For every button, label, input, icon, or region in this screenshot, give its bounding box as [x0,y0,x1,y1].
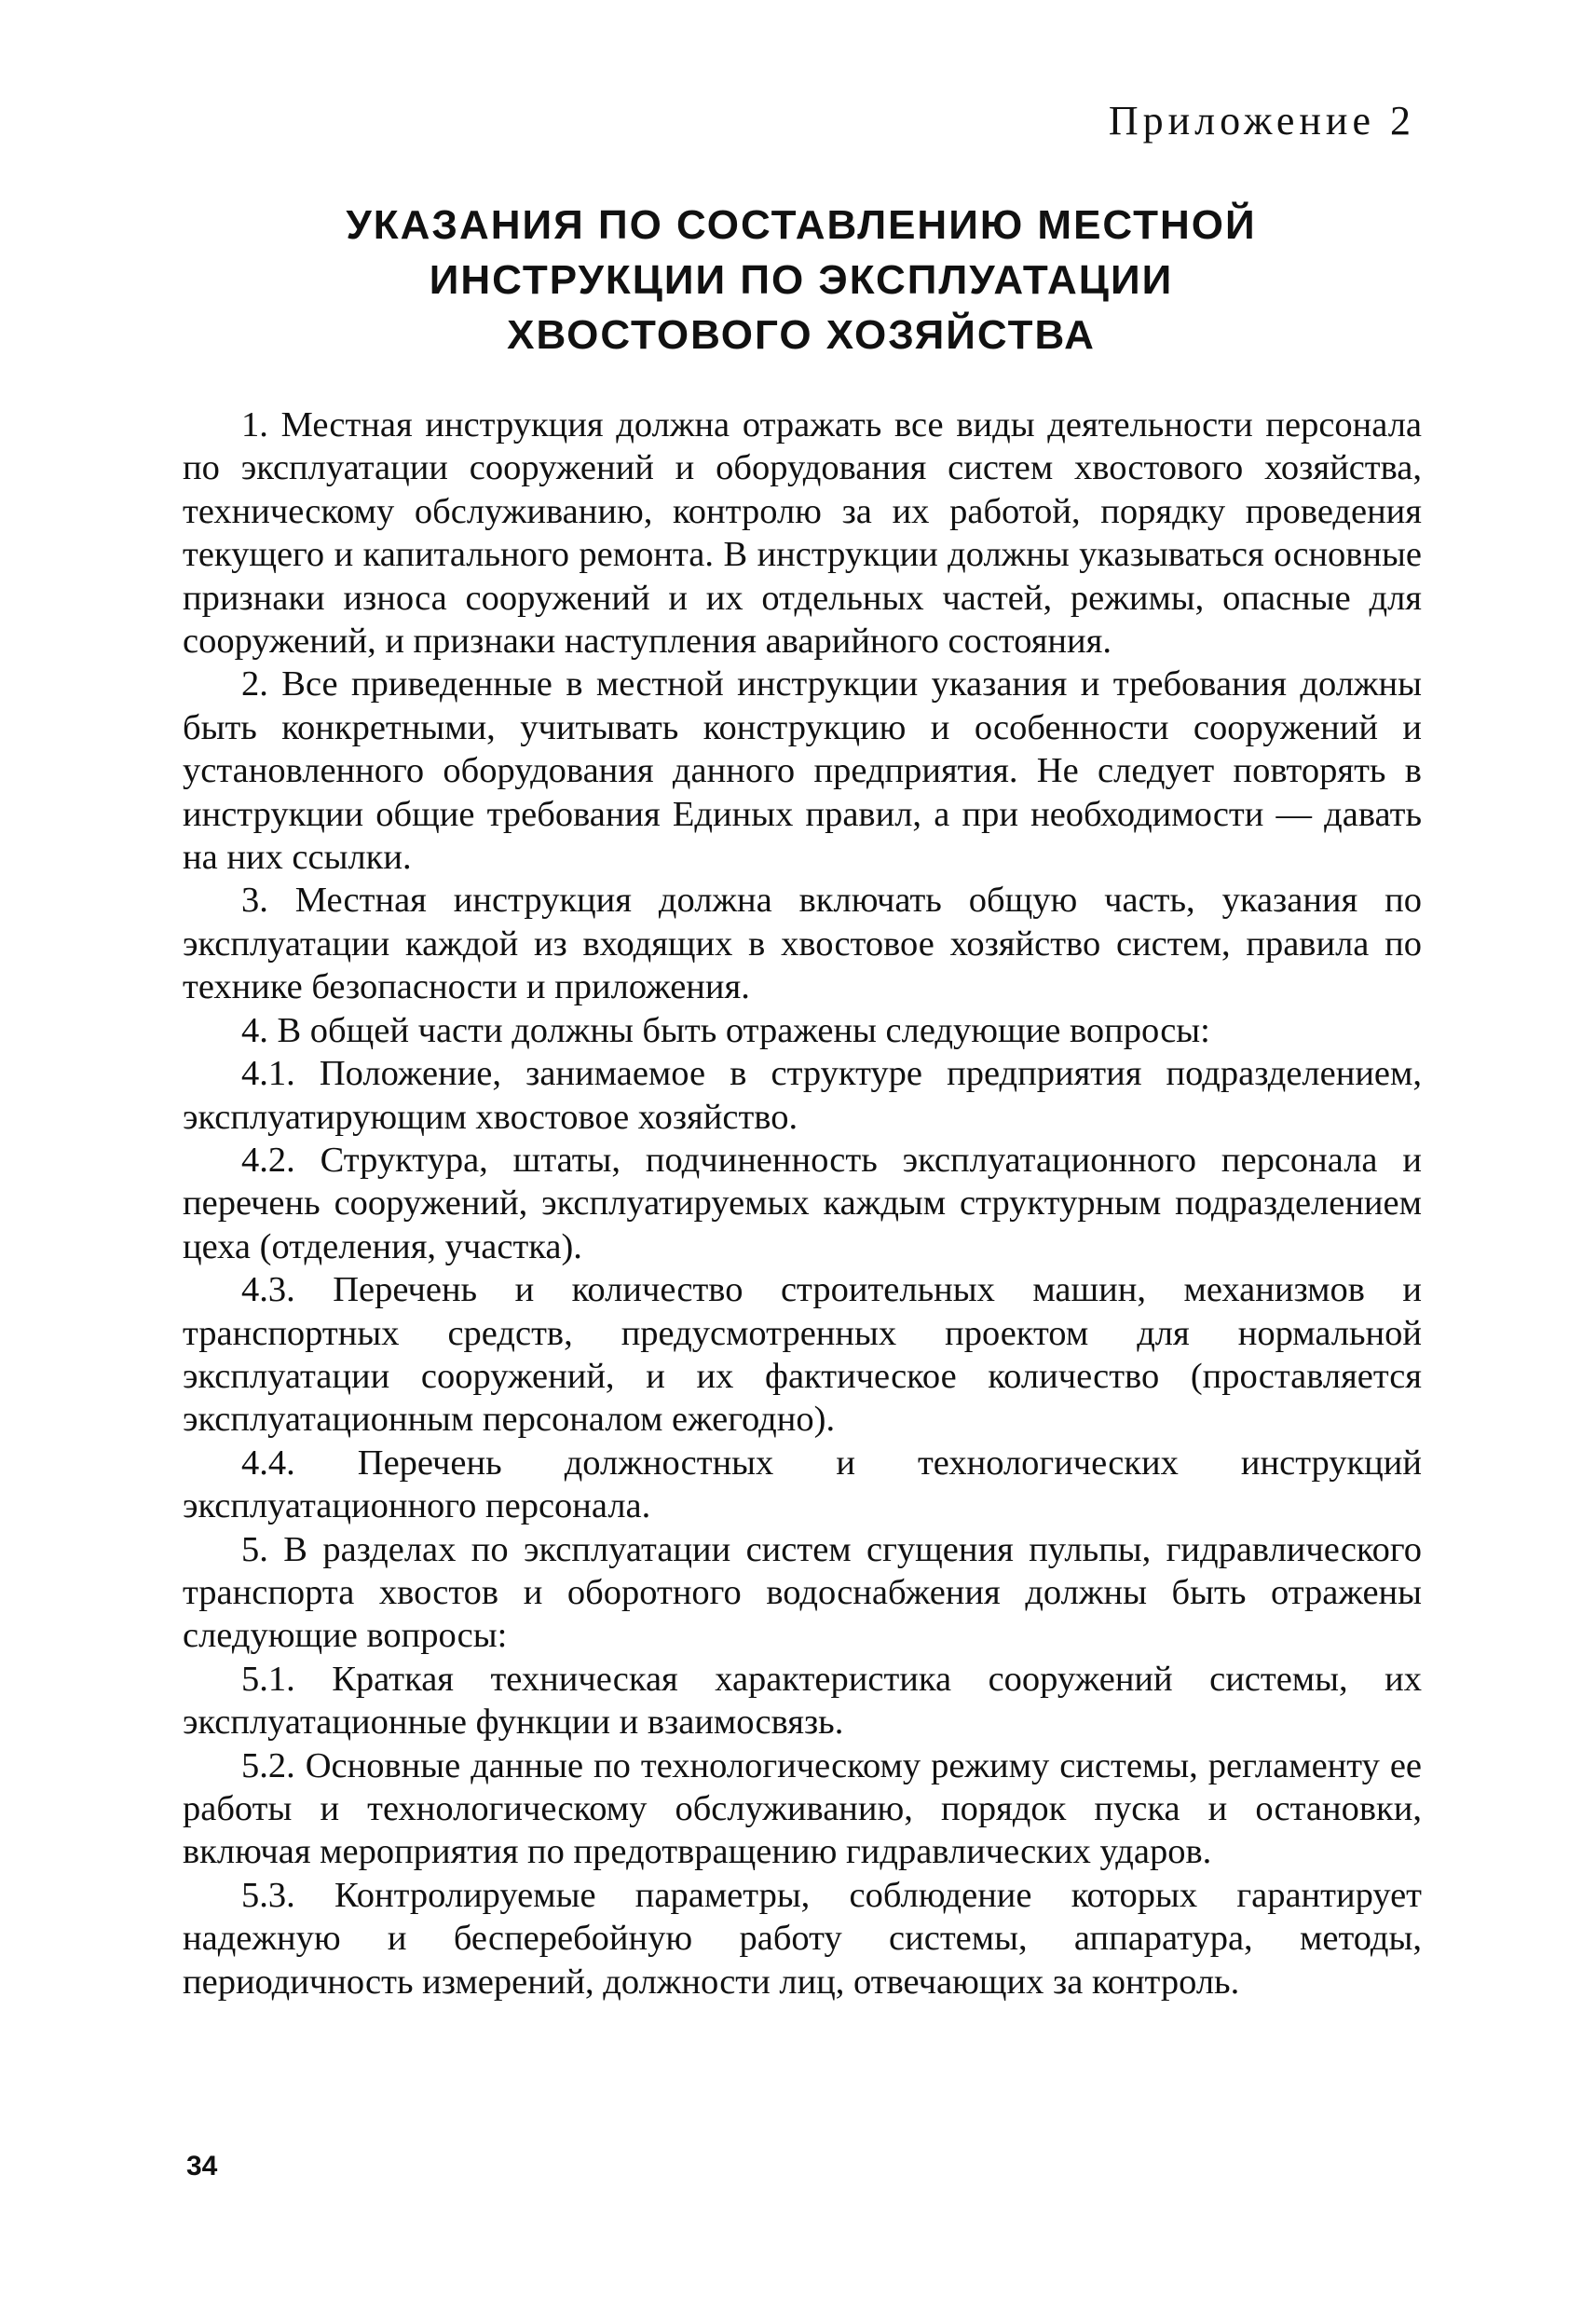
paragraph-5-1: 5.1. Краткая техническая характеристика сооружений системы, их эксплуатационные функции и взаимосвязь. [183,1659,1422,1743]
paragraph-4-2: 4.2. Структура, штаты, подчиненность эксплуатационного персонала и перечень сооружений, эксплуатируемых каждым структурным подразделением цеха (отделения, участка). [183,1140,1422,1266]
paragraph-5-2: 5.2. Основные данные по технологическому режиму системы, регламенту ее работы и технологическому обслуживанию, порядок пуска и остановки, включая мероприятия по предотвращению гидравлических ударов. [183,1745,1422,1872]
paragraph-1: 1. Местная инструкция должна отражать все виды деятельности персонала по эксплуатации сооружений и оборудования систем хвостового хозяйства, техническому обслуживанию, контролю за их работой, порядку проведения текущего и капитального ремонта. В инструкции должны указываться основные признаки износа сооружений и их отдельных частей, режимы, опасные для сооружений, и признаки наступления аварийного состояния. [183,405,1422,662]
title-line: УКАЗАНИЯ ПО СОСТАВЛЕНИЮ МЕСТНОЙ [346,202,1257,248]
title-line: ИНСТРУКЦИИ ПО ЭКСПЛУАТАЦИИ [429,257,1174,303]
document-body [183,403,1422,2003]
paragraph-2: 2. Все приведенные в местной инструкции указания и требования должны быть конкретными, учитывать конструкцию и особенности сооружений и установленного оборудования данного предприятия. Не следует повторять в инструкции общие требования Единых правил, а при необходимости — давать на них ссылки. [183,664,1422,878]
page-number: 34 [186,2151,218,2181]
paragraph-5-3: 5.3. Контролируемые параметры, соблюдение которых гарантирует надежную и бесперебойную работу системы, аппаратура, методы, периодичность измерений, должности лиц, отвечающих за контроль. [183,1875,1422,2002]
paragraph-4-3: 4.3. Перечень и количество строительных машин, механизмов и транспортных средств, предусмотренных проектом для нормальной эксплуатации сооружений, и их фактическое количество (проставляется эксплуатационным персоналом ежегодно). [183,1270,1422,1440]
appendix-label: Приложение 2 [1108,98,1415,144]
title-line: ХВОСТОВОГО ХОЗЯЙСТВА [507,312,1096,358]
paragraph-3: 3. Местная инструкция должна включать общую часть, указания по эксплуатации каждой из входящих в хвостовое хозяйство систем, правила по технике безопасности и приложения. [183,881,1422,1007]
paragraph-4: 4. В общей части должны быть отражены следующие вопросы: [241,1010,1210,1050]
paragraph-5: 5. В разделах по эксплуатации систем сгущения пульпы, гидравлического транспорта хвостов и оборотного водоснабжения должны быть отражены следующие вопросы: [183,1529,1422,1656]
paragraph-4-1: 4.1. Положение, занимаемое в структуре предприятия подразделением, эксплуатирующим хвостовое хозяйство. [183,1054,1422,1137]
document-title [182,198,1421,362]
paragraph-4-4: 4.4. Перечень должностных и технологических инструкций эксплуатационного персонала. [183,1443,1422,1526]
